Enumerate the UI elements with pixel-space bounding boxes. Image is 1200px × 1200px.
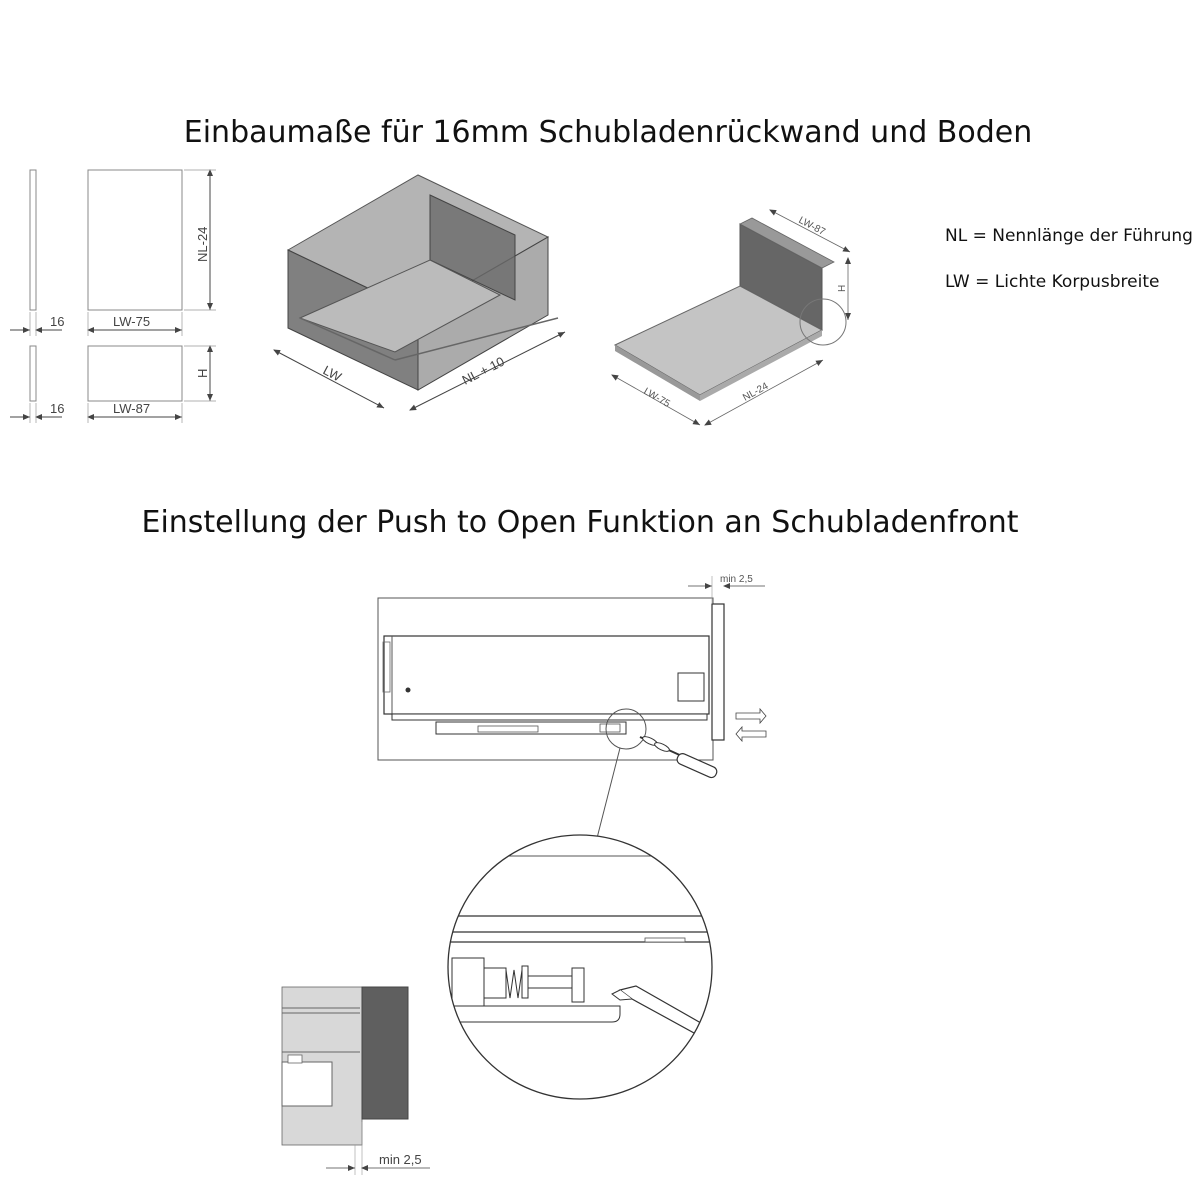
dim-panel-back-width: LW-87: [796, 214, 827, 239]
push-pull-arrows-icon: [736, 709, 766, 741]
dim-gap-top: min 2,5: [720, 574, 753, 585]
magnified-detail-circle: [440, 830, 722, 1110]
dim-back-height: NL-24: [195, 226, 210, 262]
heading-installation-dimensions: Einbaumaße für 16mm Schubladenrückwand und Boden: [183, 115, 1033, 150]
screwdriver-icon: [640, 735, 718, 779]
front-gap-closeup: [282, 987, 430, 1175]
flat-back-panel: [10, 170, 216, 336]
dim-panel-bottom-width: LW-75: [641, 386, 672, 410]
legend-nl: NL = Nennlänge der Führung: [945, 226, 1193, 246]
dim-box-width: LW: [320, 362, 345, 385]
dim-panel-back-height: H: [837, 284, 848, 292]
dim-back-thickness: 16: [50, 314, 65, 329]
drawer-box-isometric: [274, 175, 565, 410]
dim-panel-bottom-depth: NL-24: [741, 380, 771, 404]
dim-box-depth: NL + 10: [459, 353, 507, 388]
dim-gap-bottom: min 2,5: [379, 1152, 422, 1167]
push-to-open-side-view: [378, 574, 766, 842]
dim-back-width: LW-75: [113, 314, 151, 329]
dim-bottom-width: LW-87: [113, 401, 151, 416]
heading-push-to-open: Einstellung der Push to Open Funktion an Schubladenfront: [141, 505, 1019, 540]
back-and-bottom-panel-isometric: [612, 210, 850, 425]
flat-bottom-panel: [10, 346, 216, 423]
dim-bottom-height: H: [195, 368, 210, 378]
dim-bottom-thickness: 16: [50, 401, 65, 416]
legend-lw: LW = Lichte Korpusbreite: [945, 272, 1160, 292]
